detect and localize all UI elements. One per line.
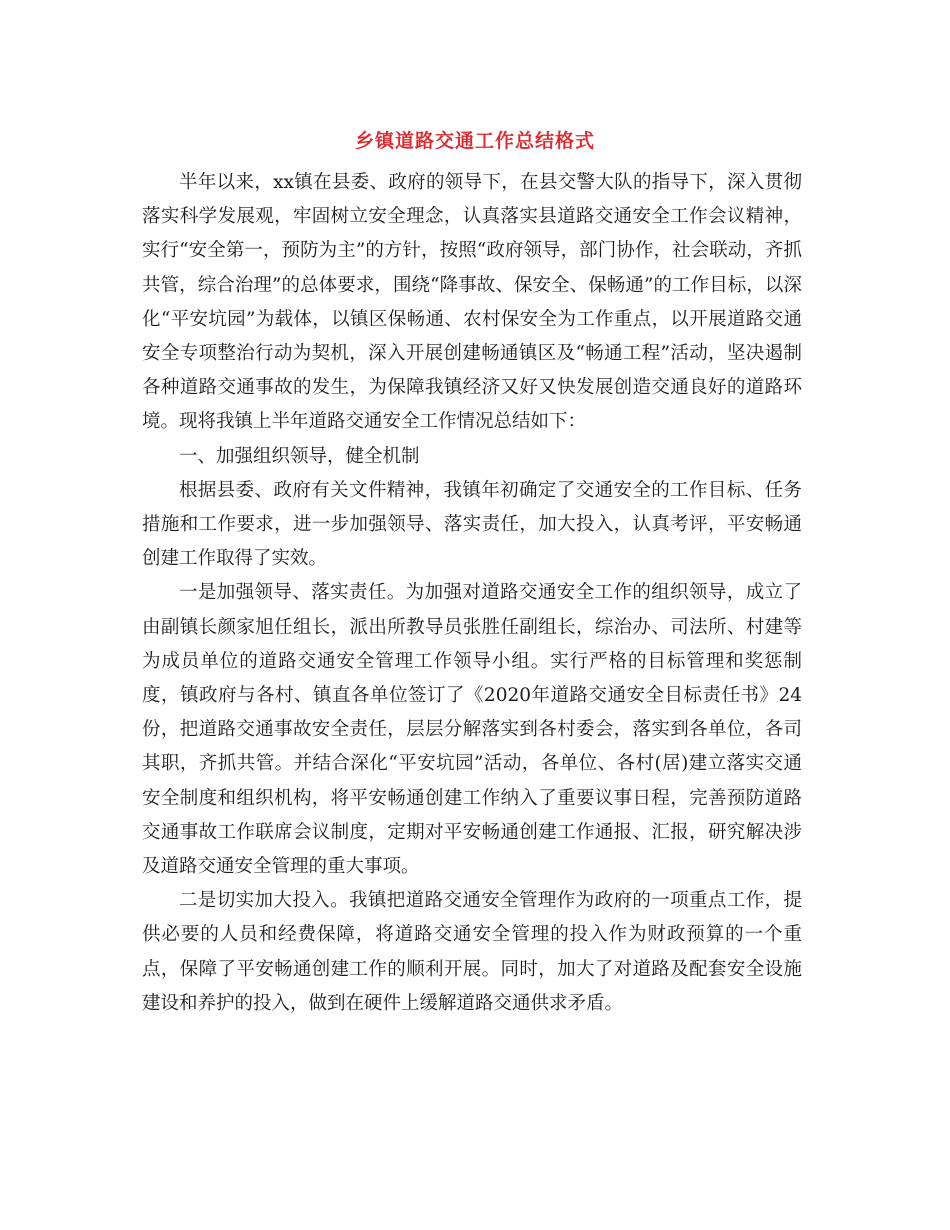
document-title: 乡镇道路交通工作总结格式 xyxy=(354,130,595,152)
paragraph-intro: 半年以来，xx镇在县委、政府的领导下，在县交警大队的指导下，深入贯彻落实科学发展观，牢固树立安全理念，认真落实县道路交通安全工作会议精神，实行“安全第一，预防为主”的方针，按照“政府领导，部门协作，社会联动，齐抓共管，综合治理”的总体要求，围绕“降事故、保安全、保畅通”的工作目标，以深化“平安坑园”为载体，以镇区保畅通、农村保安全为工作重点，以开展道路交通安全专项整治行动为契机，深入开展创建畅通镇区及“畅通工程”活动，坚决遏制各种道路交通事故的发生，为保障我镇经济又好又快发展创造交通良好的道路环境。现将我镇上半年道路交通安全工作情况总结如下： xyxy=(142,172,802,433)
paragraph-investment: 二是切实加大投入。我镇把道路交通安全管理作为政府的一项重点工作，提供必要的人员和经费保障，将道路交通安全管理的投入作为财政预算的一个重点，保障了平安畅通创建工作的顺利开展。同时，加大了对道路及配套安全设施建设和养护的投入，做到在硬件上缓解道路交通供求矛盾。 xyxy=(142,890,802,1014)
document-body xyxy=(142,166,802,1021)
paragraph-section-1: 根据县委、政府有关文件精神，我镇年初确定了交通安全的工作目标、任务措施和工作要求，进一步加强领导、落实责任，加大投入，认真考评，平安畅通创建工作取得了实效。 xyxy=(142,479,802,570)
section-heading-1: 一、加强组织领导，健全机制 xyxy=(179,445,420,467)
paragraph-leadership: 一是加强领导、落实责任。为加强对道路交通安全工作的组织领导，成立了由副镇长颜家旭任组长，派出所教导员张胜任副组长，综治办、司法所、村建等为成员单位的道路交通安全管理工作领导小组。实行严格的目标管理和奖惩制度，镇政府与各村、镇直各单位签订了《2020年道路交通安全目标责任书》24份，把道路交通事故安全责任，层层分解落实到各村委会，落实到各单位，各司其职，齐抓共管。并结合深化“平安坑园”活动，各单位、各村(居)建立落实交通安全制度和组织机构，将平安畅通创建工作纳入了重要议事日程，完善预防道路交通事故工作联席会议制度，定期对平安畅通创建工作通报、汇报，研究解决涉及道路交通安全管理的重大事项。 xyxy=(142,582,802,878)
